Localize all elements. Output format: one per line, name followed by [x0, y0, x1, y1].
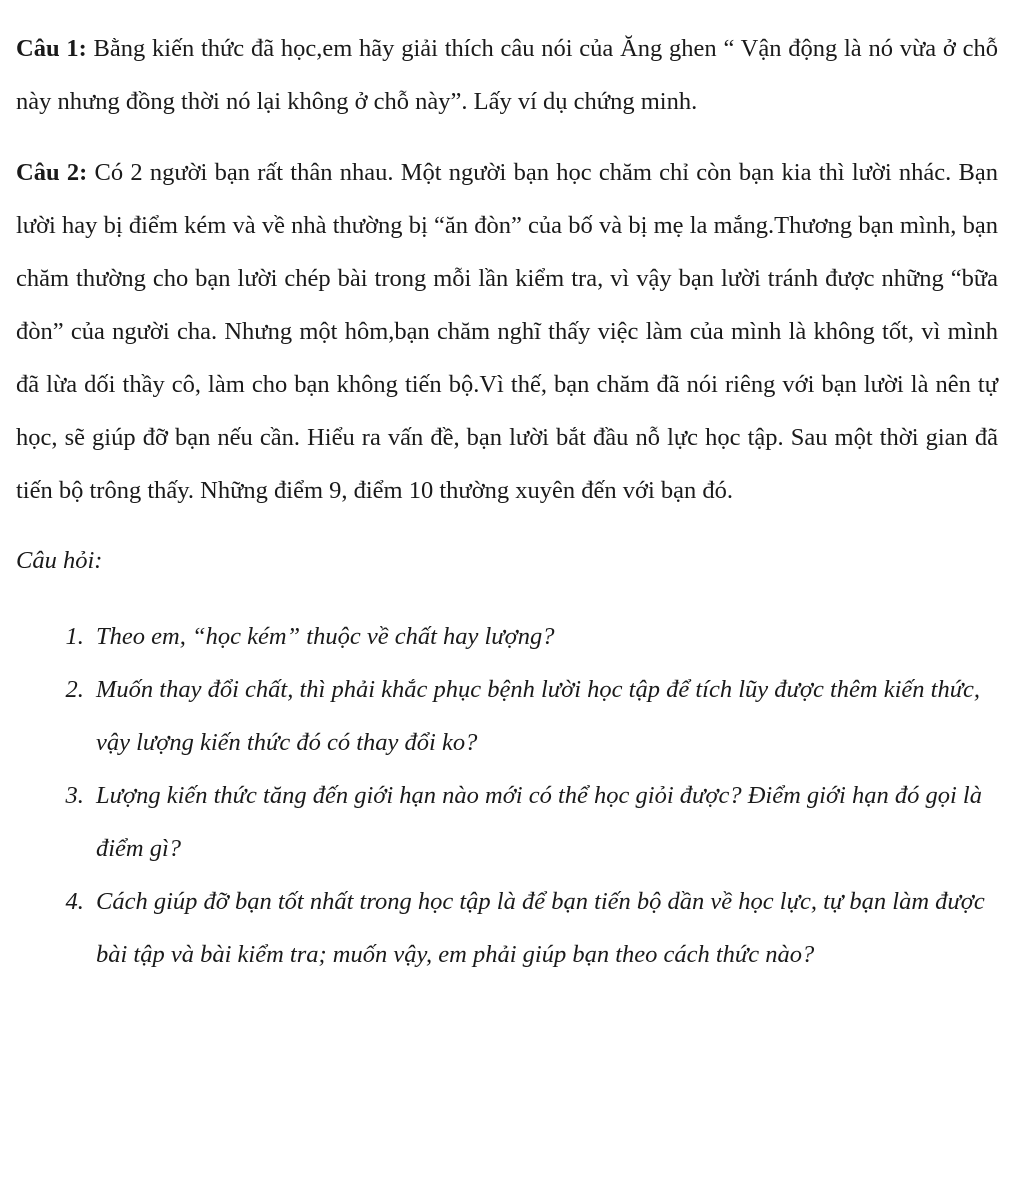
list-item: 2. Muốn thay đổi chất, thì phải khắc phục bệnh lười học tập để tích lũy được thêm kiến thức, vậy lượng kiến thức đó có thay đổi ko? [90, 663, 998, 769]
question-2-text: Có 2 người bạn rất thân nhau. Một người bạn học chăm chỉ còn bạn kia thì lười nhác. Bạn lười hay bị điểm kém và về nhà thường bị “ăn đòn” của bố và bị mẹ la mắng.Thương bạn mình, bạn chăm thường cho bạn lười chép bài trong mỗi lần kiểm tra, vì vậy bạn lười tránh được những “bữa đòn” của người cha. Nhưng một hôm,bạn chăm nghĩ thấy việc làm của mình là không tốt, vì mình đã lừa dối thầy cô, làm cho bạn không tiến bộ.Vì thế, bạn chăm đã nói riêng với bạn lười là nên tự học, sẽ giúp đỡ bạn nếu cần. Hiểu ra vấn đề, bạn lười bắt đầu nỗ lực học tập. Sau một thời gian đã tiến bộ trông thấy. Những điểm 9, điểm 10 thường xuyên đến với bạn đó. [16, 159, 998, 504]
sub-questions-list [16, 610, 998, 981]
sub-questions-heading: Câu hỏi: [16, 547, 103, 574]
question-1-text: Bằng kiến thức đã học,em hãy giải thích câu nói của Ăng ghen “ Vận động là nó vừa ở chỗ này nhưng đồng thời nó lại không ở chỗ này”. Lấy ví dụ chứng minh. [16, 35, 999, 115]
question-1 [16, 22, 998, 128]
question-1-label: Câu 1: [16, 35, 87, 62]
question-2 [16, 146, 998, 517]
question-2-label: Câu 2: [16, 159, 88, 186]
list-item: 1. Theo em, “học kém” thuộc về chất hay lượng? [90, 610, 998, 663]
list-item: 4. Cách giúp đỡ bạn tốt nhất trong học tập là để bạn tiến bộ dần về học lực, tự bạn làm được bài tập và bài kiểm tra; muốn vậy, em phải giúp bạn theo cách thức nào? [90, 875, 998, 981]
list-item: 3. Lượng kiến thức tăng đến giới hạn nào mới có thể học giỏi được? Điểm giới hạn đó gọi là điểm gì? [90, 769, 998, 875]
